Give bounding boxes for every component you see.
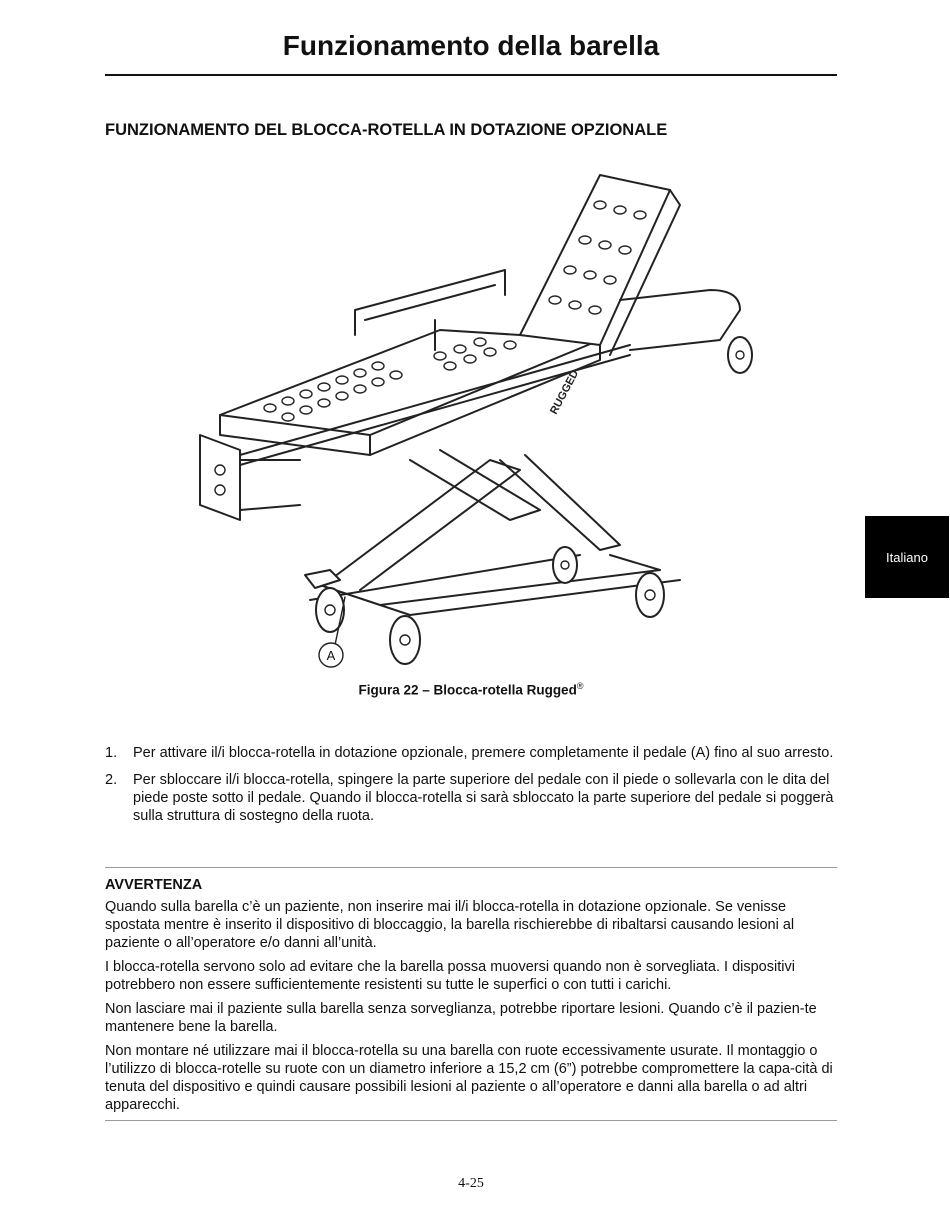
stretcher-figure [180,160,780,680]
warning-paragraph: Quando sulla barella c’è un paziente, non inserire mai il/i blocca-rotella in dotazione opzionale. Se venisse spostata mentre è inserito il dispositivo di bloccaggio, la barella rischierebbe di ribaltarsi causando lesioni al paziente o all’operatore e/o danni all’unità. [105,899,795,951]
warning-top-divider [105,867,837,868]
section-heading: FUNZIONAMENTO DEL BLOCCA-ROTELLA IN DOTAZIONE OPZIONALE [105,121,668,139]
list-item [105,771,840,825]
warning-paragraph: Non montare né utilizzare mai il blocca-rotella su una barella con ruote eccessivamente usurate. Il montaggio o l’utilizzo di blocca-rotelle su ruote con un diametro inferiore a 15,2 cm (6”) potrebbe compromettere la capa-cità di tenuta del dispositivo e quindi causare possibili lesioni al paziente o all’operatore e danni alla barella o ad altri apparecchi. [105,1043,833,1113]
warning-bottom-divider [105,1120,837,1121]
brand-mark: RUGGED [548,368,582,417]
callout-label-a: A [326,648,336,663]
step-text: Per attivare il/i blocca-rotella in dotazione opzionale, premere completamente il pedale (A) fino al suo arresto. [133,745,834,761]
figure-caption [105,681,837,698]
language-tab-label: Italiano [886,549,928,565]
warning-box [105,876,840,1120]
warning-paragraph: I blocca-rotella servono solo ad evitare che la barella possa muoversi quando non è sorvegliata. I dispositivi potrebbero non essere sufficientemente resistenti su tutte le superfici o con tutti i carichi. [105,959,795,993]
registered-mark: ® [576,681,584,691]
language-tab [865,516,949,598]
step-number: 1. [105,745,118,761]
list-item [105,744,840,762]
step-number: 2. [105,772,118,788]
page-title: Funzionamento della barella [282,30,660,61]
warning-heading: AVVERTENZA [105,877,203,893]
stretcher-illustration [180,160,780,680]
warning-paragraph: Non lasciare mai il paziente sulla barella senza sorveglianza, potrebbe riportare lesioni. Quando c’è il pazien-te mantenere bene la barella. [105,1001,817,1035]
figure-caption-text: Figura 22 – Blocca-rotella Rugged [358,682,577,698]
page-number: 4-25 [458,1176,484,1191]
step-text: Per sbloccare il/i blocca-rotella, spingere la parte superiore del pedale con il piede o sollevarla con le dita del piede poste sotto il pedale. Quando il blocca-rotella si sarà sbloccato la parte superiore del pedale si poggerà sulla struttura di sostegno della ruota. [133,772,834,824]
title-divider [105,74,837,76]
instruction-steps [105,744,840,834]
